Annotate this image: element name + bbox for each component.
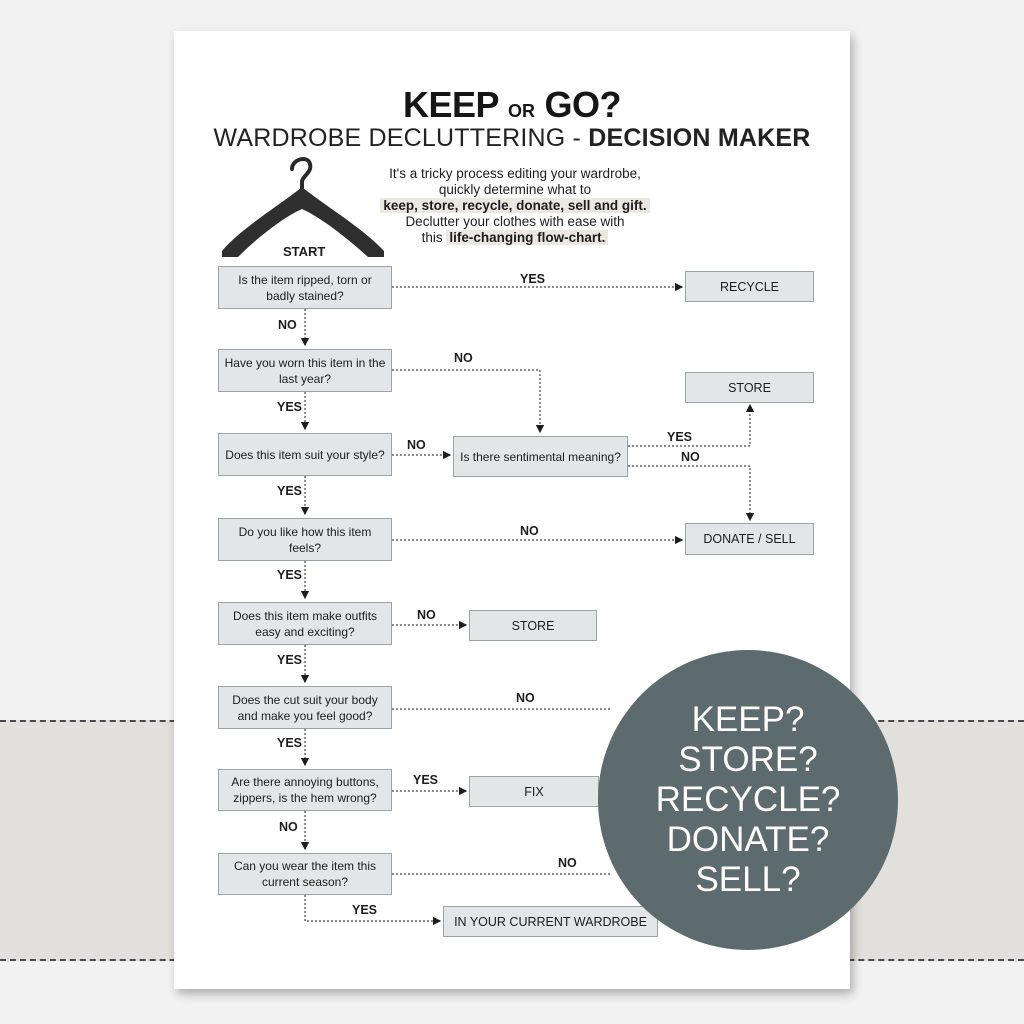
- intro-highlight: keep, store, recycle, donate, sell and gift.: [380, 198, 649, 213]
- outcome-store-top: STORE: [685, 372, 814, 403]
- answer-yes: YES: [413, 773, 439, 787]
- subtitle-main: WARDROBE DECLUTTERING -: [213, 124, 589, 152]
- question-suit-style: Does this item suit your style?: [218, 433, 392, 476]
- answer-no: NO: [278, 318, 297, 332]
- intro-line: this: [421, 230, 443, 245]
- outcome-recycle: RECYCLE: [685, 271, 814, 302]
- intro-line: It's a tricky process editing your wardrobe,: [389, 166, 641, 181]
- circle-line-keep: KEEP?: [691, 700, 805, 739]
- question-feels: Do you like how this item feels?: [218, 518, 392, 561]
- question-outfits: Does this item make outfits easy and exciting?: [218, 602, 392, 645]
- circle-line-donate: DONATE?: [666, 820, 830, 859]
- answer-yes: YES: [352, 903, 378, 917]
- answer-no: NO: [454, 351, 473, 365]
- answer-no: NO: [516, 691, 535, 705]
- answer-no: NO: [520, 524, 539, 538]
- subtitle-bold: DECISION MAKER: [588, 124, 811, 152]
- circle-line-store: STORE?: [678, 740, 818, 779]
- question-cut: Does the cut suit your body and make you feel good?: [218, 686, 392, 729]
- title-keep: KEEP: [403, 84, 499, 125]
- intro-line: quickly determine what to: [438, 182, 592, 197]
- answer-yes: YES: [520, 272, 546, 286]
- answer-no: NO: [681, 450, 700, 464]
- question-ripped: Is the item ripped, torn or badly stained?: [218, 266, 392, 309]
- promo-circle: [598, 650, 898, 950]
- answer-yes: YES: [667, 430, 693, 444]
- answer-no: NO: [407, 438, 426, 452]
- circle-line-sell: SELL?: [695, 860, 801, 899]
- answer-yes: YES: [277, 736, 303, 750]
- circle-line-recycle: RECYCLE?: [655, 780, 841, 819]
- outcome-store-mid: STORE: [469, 610, 597, 641]
- outcome-fix: FIX: [469, 776, 599, 807]
- title-or: OR: [507, 101, 535, 121]
- outcome-donate-sell: DONATE / SELL: [685, 523, 814, 555]
- answer-no: NO: [279, 820, 298, 834]
- answer-yes: YES: [277, 400, 303, 414]
- answer-no: NO: [417, 608, 436, 622]
- question-sentimental: Is there sentimental meaning?: [453, 436, 628, 477]
- answer-yes: YES: [277, 484, 303, 498]
- outcome-current-wardrobe: IN YOUR CURRENT WARDROBE: [443, 906, 658, 937]
- question-buttons-zippers: Are there annoying buttons, zippers, is the hem wrong?: [218, 769, 392, 811]
- intro-line: Declutter your clothes with ease with: [405, 214, 625, 229]
- answer-yes: YES: [277, 568, 303, 582]
- question-season: Can you wear the item this current season?: [218, 853, 392, 895]
- title-go: GO?: [544, 84, 621, 125]
- answer-no: NO: [558, 856, 577, 870]
- intro-highlight: life-changing flow-chart.: [446, 230, 608, 245]
- question-worn-last-year: Have you worn this item in the last year?: [218, 349, 392, 392]
- answer-yes: YES: [277, 653, 303, 667]
- start-label: START: [283, 244, 326, 259]
